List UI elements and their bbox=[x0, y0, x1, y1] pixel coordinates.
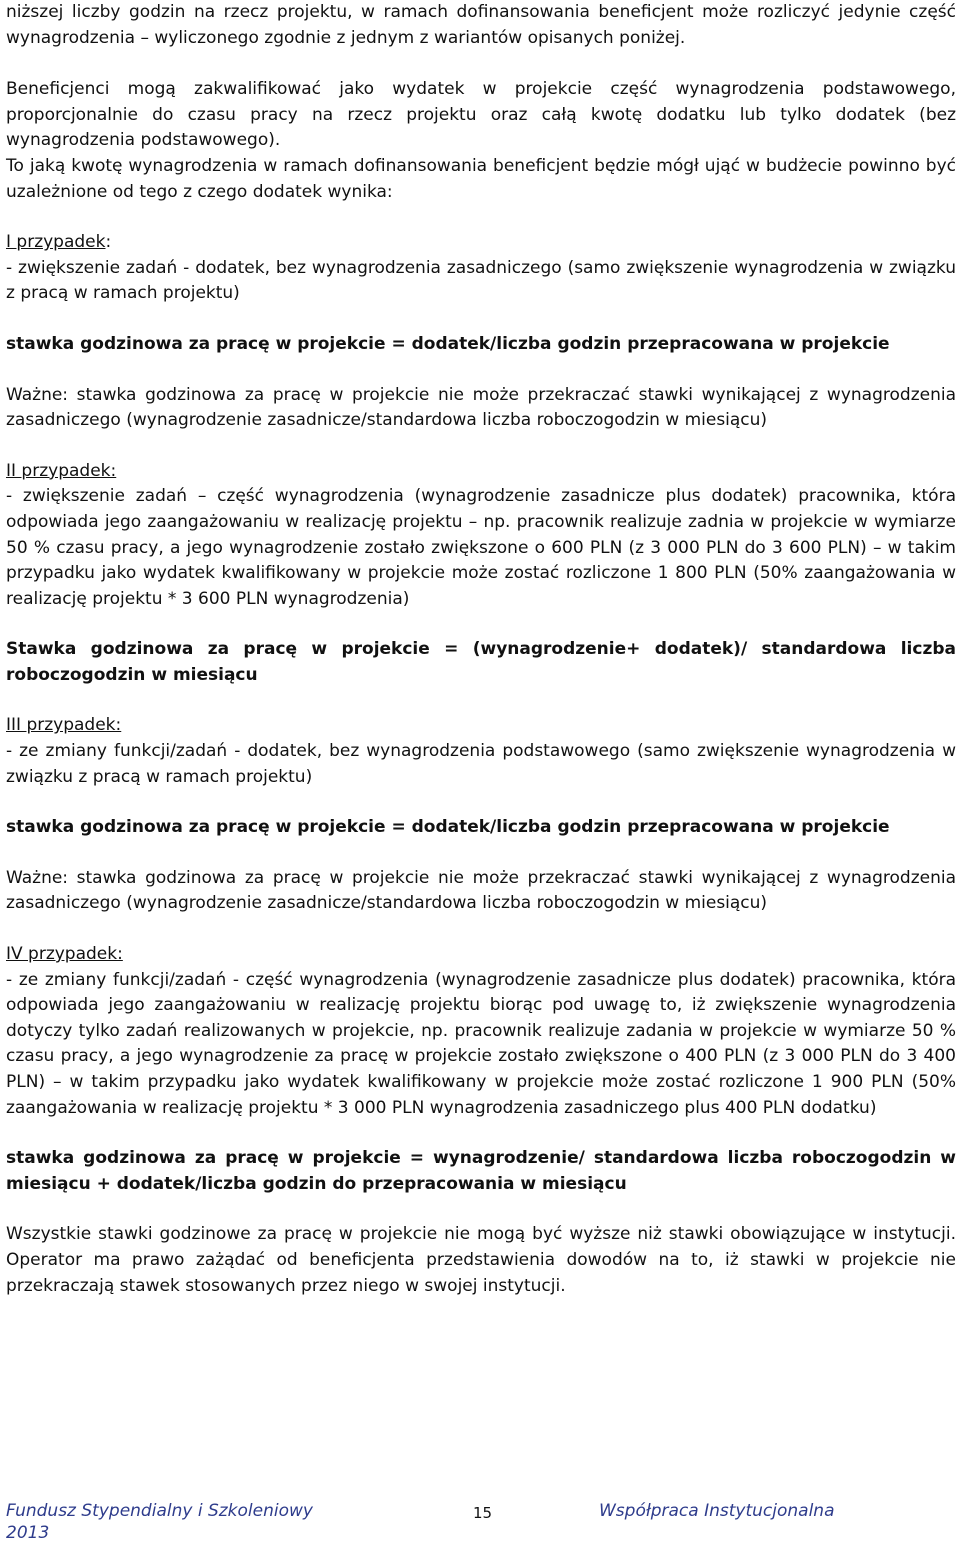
case3-description: - ze zmiany funkcji/zadań - dodatek, bez wynagrodzenia podstawowego (samo zwiększenie wynagrodzenia w związku z pracą w ramach projektu) bbox=[6, 741, 956, 787]
page-footer bbox=[6, 1500, 956, 1544]
case1-formula: stawka godzinowa za pracę w projekcie = dodatek/liczba godzin przepracowana w projekcie bbox=[6, 333, 890, 354]
spacer bbox=[6, 917, 956, 942]
case3-note: Ważne: stawka godzinowa za pracę w projekcie nie może przekraczać stawki wynikającej z wynagrodzenia zasadniczego (wynagrodzenie zasadnicze/standardowa liczba roboczogodzin w miesiącu) bbox=[6, 867, 956, 914]
beneficiaries-paragraph: Beneficjenci mogą zakwalifikować jako wydatek w projekcie część wynagrodzenia podstawowego, proporcjonalnie do czasu pracy na rzecz projektu oraz całą kwotę dodatku lub tylko dodatek (bez wynagrodzenia podstawowego). bbox=[6, 79, 956, 151]
spacer bbox=[6, 1197, 956, 1222]
case1-heading-text: I przypadek bbox=[6, 232, 106, 253]
case3-heading bbox=[6, 713, 956, 739]
case2-description: - zwiększenie zadań – część wynagrodzenia (wynagrodzenie zasadnicze plus dodatek) pracownika, która odpowiada jego zaangażowaniu w realizację projektu – np. pracownik realizuje zadnia w projekcie w wymiarze 50 % czasu pracy, a jego wynagrodzenie zostało zwiększone o 600 PLN (z 3 000 PLN do 3 600 PLN) – w takim przypadku jako wydatek kwalifikowany w projekcie może zostać rozliczone 1 800 PLN (50% zaangażowania w realizację projektu * 3 600 PLN wynagrodzenia) bbox=[6, 486, 956, 609]
page-number: 15 bbox=[473, 1504, 493, 1522]
case1-description: - zwiększenie zadań - dodatek, bez wynagrodzenia zasadniczego (samo zwiększenie wynagrodzenia w związku z pracą w ramach projektu) bbox=[6, 257, 956, 304]
case3-heading-text: III przypadek: bbox=[6, 715, 122, 736]
intro-paragraph: niższej liczby godzin na rzecz projektu, w ramach dofinansowania beneficjent może rozliczyć jedynie część wynagrodzenia – wyliczonego zgodnie z jednym z wariantów opisanych poniżej. bbox=[6, 2, 956, 48]
case1-note: Ważne: stawka godzinowa za pracę w projekcie nie może przekraczać stawki wynikającej z wynagrodzenia zasadniczego (wynagrodzenie zasadnicze/standardowa liczba roboczogodzin w miesiącu) bbox=[6, 384, 956, 431]
case4-description: - ze zmiany funkcji/zadań - część wynagrodzenia (wynagrodzenie zasadnicze plus dodatek) pracownika, która odpowiada jego zaangażowaniu w realizację projektu biorąc pod uwagę to, iż zwiększenie wynagrodzenia dotyczy tylko zadań realizowanych w projekcie, np. pracownik realizuje zadania w projekcie w wymiarze 50 % czasu pracy, a jego wynagrodzenie za pracę w projekcie zostało zwiększone o 400 PLN (z 3 000 PLN do 3 400 PLN) – w takim przypadku jako wydatek kwalifikowany w projekcie może zostać rozliczone 1 900 PLN (50% zaangażowania w realizację projektu * 3 000 PLN wynagrodzenia zasadniczego plus 400 PLN dodatku) bbox=[6, 969, 956, 1118]
case2-heading-text: II przypadek: bbox=[6, 460, 117, 481]
spacer bbox=[6, 358, 956, 383]
spacer bbox=[6, 1121, 956, 1146]
spacer bbox=[6, 205, 956, 230]
footer-program-name: Fundusz Stypendialny i Szkoleniowy 2013 bbox=[6, 1501, 313, 1543]
spacer bbox=[6, 51, 956, 77]
document-page bbox=[6, 0, 956, 1299]
case4-heading bbox=[6, 942, 956, 968]
spacer bbox=[6, 434, 956, 459]
footer-section-name: Współpraca Instytucjonalna bbox=[599, 1501, 835, 1521]
spacer bbox=[6, 307, 956, 332]
case2-formula: Stawka godzinowa za pracę w projekcie = (wynagrodzenie+ dodatek)/ standardowa liczba roboczogodzin w miesiącu bbox=[6, 639, 956, 685]
spacer bbox=[6, 841, 956, 866]
case1-heading bbox=[6, 230, 956, 256]
case3-formula: stawka godzinowa za pracę w projekcie = dodatek/liczba godzin przepracowana w projekcie bbox=[6, 817, 890, 838]
case2-heading bbox=[6, 459, 956, 485]
spacer bbox=[6, 688, 956, 713]
closing-paragraph: Wszystkie stawki godzinowe za pracę w projekcie nie mogą być wyższe niż stawki obowiązujące w instytucji. Operator ma prawo zażądać od beneficjenta przedstawienia dowodów na to, iż stawki w projekcie nie przekraczają stawek stosowanych przez niego w swojej instytucji. bbox=[6, 1224, 956, 1296]
case4-formula: stawka godzinowa za pracę w projekcie = wynagrodzenie/ standardowa liczba roboczogodzin w miesiącu + dodatek/liczba godzin do przepracowania w miesiącu bbox=[6, 1148, 956, 1194]
spacer bbox=[6, 790, 956, 815]
spacer bbox=[6, 612, 956, 637]
case4-heading-text: IV przypadek: bbox=[6, 944, 123, 965]
case1-heading-colon: : bbox=[105, 232, 112, 253]
budget-paragraph: To jaką kwotę wynagrodzenia w ramach dofinansowania beneficjent będzie mógł ująć w budżecie powinno być uzależnione od tego z czego dodatek wynika: bbox=[6, 155, 956, 202]
